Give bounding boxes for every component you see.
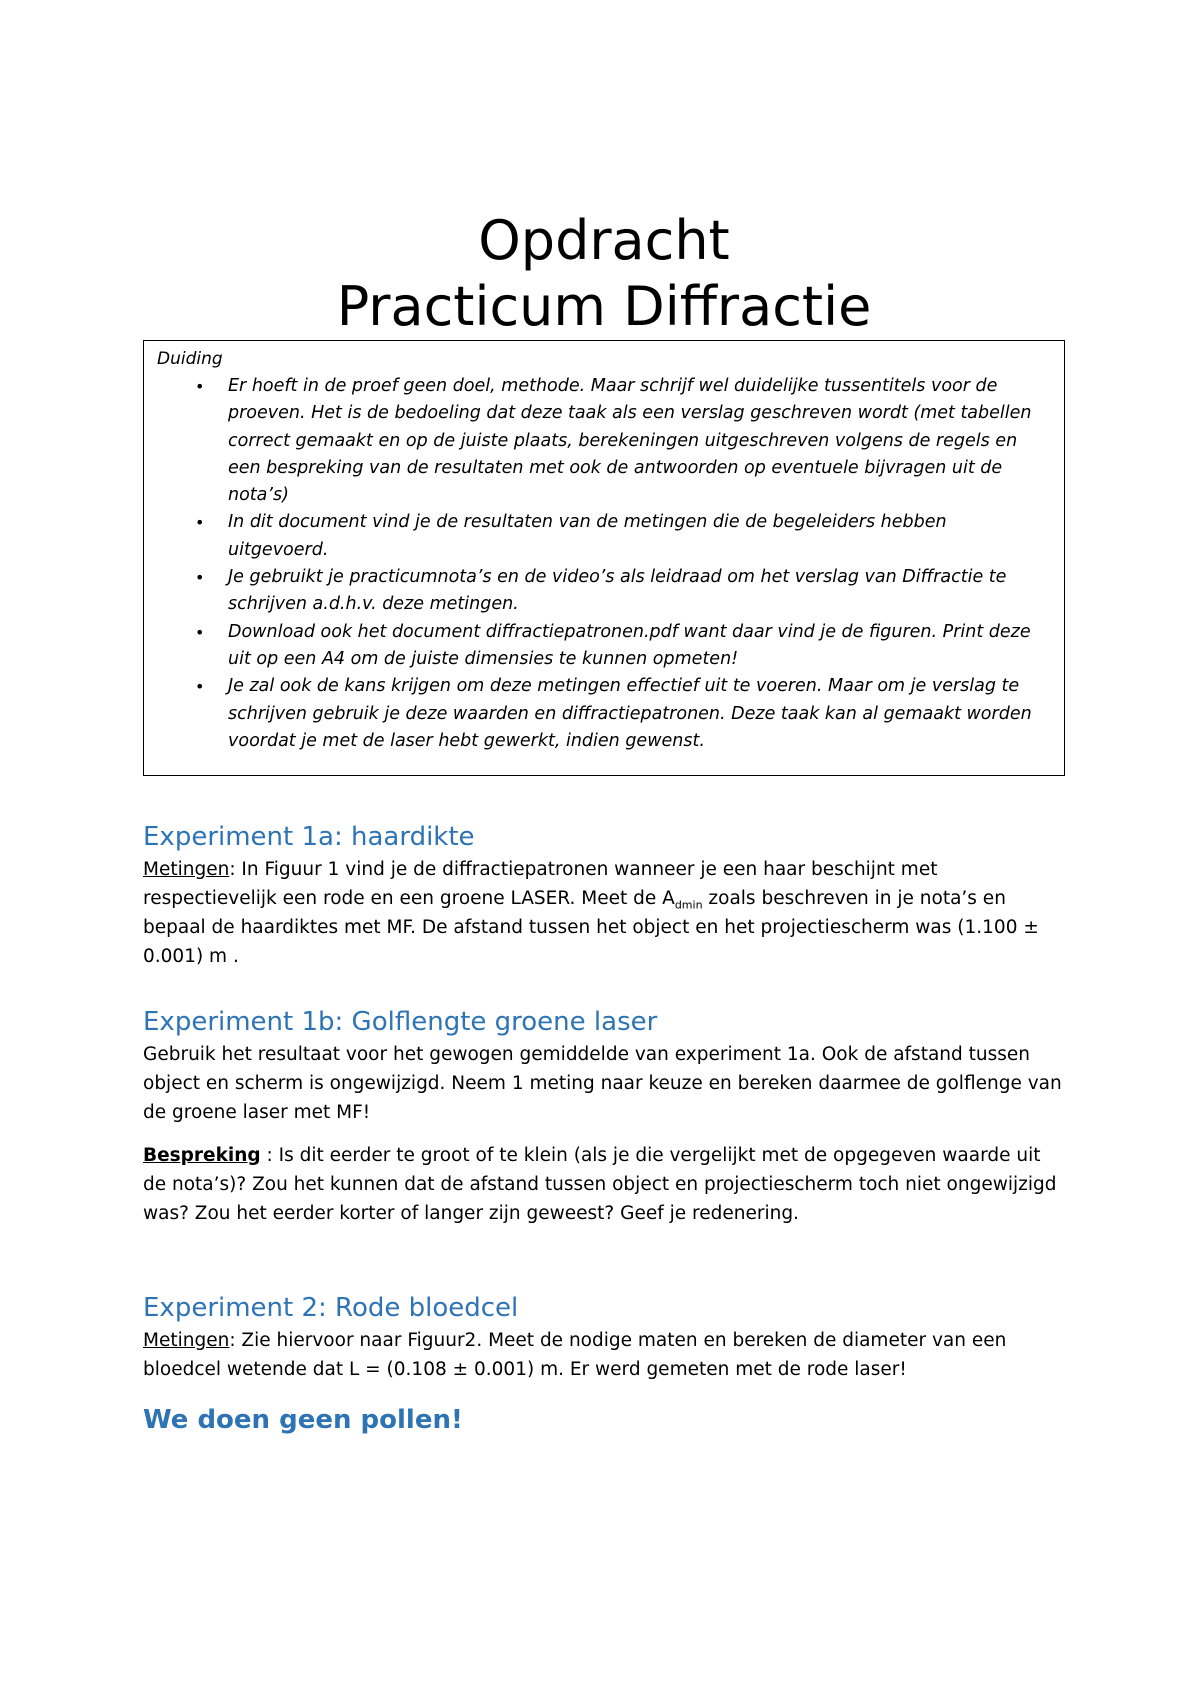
duiding-list (157, 373, 1052, 755)
duiding-label: Duiding (157, 349, 223, 369)
duiding-item-text: Er hoeft in de proef geen doel, methode. Maar schrijf wel duidelijke tussentitels voor de proeven. Het is de bedoeling dat deze taak als een verslag geschreven wordt (met tabellen correct gemaakt en op de juiste plaats, berekeningen uitgeschreven volgens de regels en een bespreking van de resultaten met ook de antwoorden op eventuele bijvragen uit de nota’s) (228, 376, 1032, 506)
duiding-item (157, 509, 1052, 564)
bullet-icon: • (195, 513, 205, 533)
metingen-colon: : (229, 1330, 236, 1351)
bullet-icon: • (195, 622, 205, 642)
experiment-1a-text-1: In Figuur 1 vind je de diffractiepatronen wanneer je een haar beschijnt met respectievelijk een rode en een groene LASER. Meet de A (143, 859, 938, 909)
duiding-item-text: Je gebruikt je practicumnota’s en de video’s als leidraad om het verslag van Diffractie te schrijven a.d.h.v. deze metingen. (228, 567, 1007, 615)
experiment-1b-paragraph: Gebruik het resultaat voor het gewogen gemiddelde van experiment 1a. Ook de afstand tussen object en scherm is ongewijzigd. Neem 1 meting naar keuze en bereken daarmee de golflenge van de groene laser met MF! (143, 1044, 1062, 1123)
admin-subscript: dmin (674, 898, 703, 912)
duiding-item (157, 673, 1052, 755)
duiding-item (157, 564, 1052, 619)
experiment-2-heading: Experiment 2: Rode bloedcel (143, 1293, 519, 1323)
duiding-item-text: Je zal ook de kans krijgen om deze metingen effectief uit te voeren. Maar om je verslag te schrijven gebruik je deze waarden en diffractiepatronen. Deze taak kan al gemaakt worden voordat je met de laser hebt gewerkt, indien gewenst. (228, 676, 1032, 751)
duiding-item-text: In dit document vind je de resultaten van de metingen die de begeleiders hebben uitgevoerd. (228, 512, 947, 560)
title-line-2: Practicum Diffractie (336, 275, 872, 338)
closing-heading: We doen geen pollen! (143, 1405, 463, 1435)
duiding-item (157, 619, 1052, 674)
experiment-1a-paragraph (143, 855, 1065, 971)
duiding-item-text: Download ook het document diffractiepatronen.pdf want daar vind je de figuren. Print deze uit op een A4 om de juiste dimensies te kunnen opmeten! (228, 621, 1031, 669)
experiment-1b-heading: Experiment 1b: Golflengte groene laser (143, 1007, 658, 1037)
duiding-box (143, 340, 1065, 776)
metingen-label: Metingen (143, 1330, 230, 1351)
bespreking-label: Bespreking (143, 1145, 261, 1166)
bullet-icon: • (195, 377, 205, 396)
title-line-1: Opdracht (478, 209, 730, 272)
metingen-label: Metingen (143, 859, 230, 880)
bullet-icon: • (195, 568, 205, 588)
experiment-2-text: Zie hiervoor naar Figuur2. Meet de nodige maten en bereken de diameter van een bloedcel wetende dat L = (0.108 ± 0.001) m. Er werd gemeten met de rode laser! (143, 1330, 1007, 1380)
section-experiment-1a (143, 820, 1065, 971)
duiding-item (157, 373, 1052, 509)
bullet-icon: • (195, 677, 205, 697)
document-title (143, 208, 1065, 340)
experiment-1a-text-2: zoals beschreven in je nota’s en bepaal de haardiktes met MF. De afstand tussen het object en het projectiescherm was (1.100 ± 0.001) m . (143, 888, 1039, 967)
metingen-colon: : (229, 859, 236, 880)
bespreking-text: : Is dit eerder te groot of te klein (als je die vergelijkt met de opgegeven waarde uit de nota’s)? Zou het kunnen dat de afstand tussen object en projectiescherm toch niet ongewijzigd was? Zou het eerder korter of langer zijn geweest? Geef je redenering. (143, 1145, 1057, 1224)
section-experiment-1b (143, 1005, 1065, 1228)
bespreking-paragraph (143, 1141, 1065, 1228)
experiment-2-paragraph (143, 1326, 1065, 1384)
section-experiment-2 (143, 1291, 1065, 1384)
section-closing (143, 1403, 1065, 1437)
experiment-1a-heading: Experiment 1a: haardikte (143, 822, 475, 852)
